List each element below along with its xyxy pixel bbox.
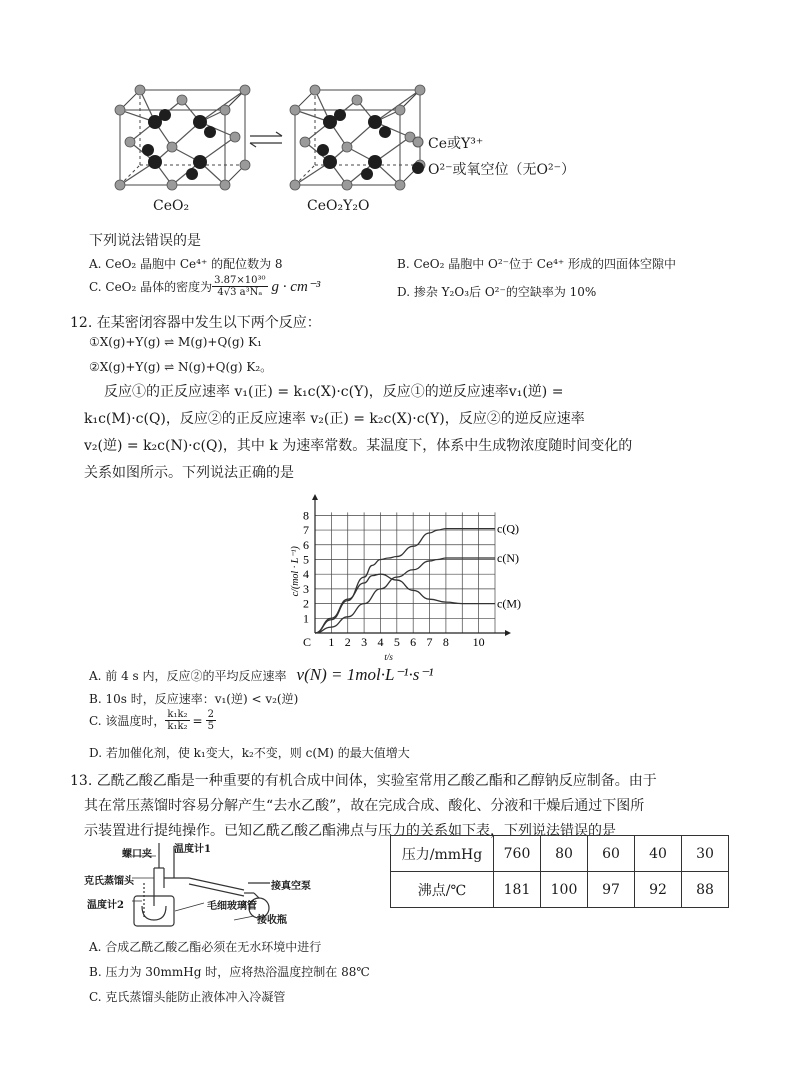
table-cell: 760: [494, 836, 541, 872]
q11-option-a: A. CeO₂ 晶胞中 Ce⁴⁺ 的配位数为 8: [89, 257, 283, 271]
table-cell: 沸点/℃: [391, 872, 494, 908]
x-tick-label: C: [302, 635, 312, 649]
q12-title: 12. 在某密闭容器中发生以下两个反应：: [70, 315, 321, 331]
label-claisen-head: 克氏蒸馏头: [84, 876, 134, 887]
series-line: [315, 529, 495, 633]
x-tick-label: 4: [377, 635, 384, 649]
x-tick-label: 10: [472, 635, 485, 649]
table-cell: 压力/mmHg: [391, 836, 494, 872]
q11-option-d: D. 掺杂 Y₂O₃后 O²⁻的空缺率为 10%: [397, 285, 597, 299]
k-ratio-numerator: k₁k₂: [167, 709, 188, 720]
label-capillary-tube: 毛细玻璃管: [207, 901, 257, 912]
black-atom-legend-icon: [412, 162, 424, 174]
reaction-1: ①X(g)+Y(g) ⇌ M(g)+Q(g) K₁: [89, 335, 262, 349]
label-thermometer2: 温度计2: [87, 900, 124, 911]
q13-option-c: C. 克氏蒸馏头能防止液体冲入冷凝管: [89, 990, 286, 1004]
x-tick-label: 8: [442, 635, 449, 649]
q13-line2: 其在常压蒸馏时容易分解产生“去水乙酸”，故在完成合成、酸化、分液和干燥后通过下图所: [84, 798, 645, 814]
rate-paragraph-line1: 反应①的正反应速率 v₁(正) = k₁c(X)·c(Y)，反应①的逆反应速率v₁(逆) =: [104, 384, 564, 400]
q12-c-prefix: C. 该温度时，: [89, 714, 166, 728]
q13-line1: 13. 乙酰乙酸乙酯是一种重要的有机合成中间体，实验室常用乙酸乙酯和乙醇钠反应制备。由于: [70, 773, 657, 789]
rate-paragraph-line3: v₂(逆) = k₂c(N)·c(Q)，其中 k 为速率常数。某温度下，体系中生成物浓度随时间变化的: [84, 438, 633, 454]
equilibrium-arrows: [250, 132, 282, 147]
q13-option-b: B. 压力为 30mmHg 时，应将热浴温度控制在 88℃: [89, 965, 370, 979]
label-ceo2: CeO₂: [153, 198, 190, 214]
rate-paragraph-line4: 关系如图所示。下列说法正确的是: [84, 465, 294, 481]
q12-a-formula: v(N) = 1mol·L⁻¹·s⁻¹: [296, 665, 434, 684]
legend-gray-text: Ce或Y³⁺: [428, 136, 484, 152]
table-cell: 60: [588, 836, 635, 872]
table-cell: 100: [541, 872, 588, 908]
x-tick-label: 5: [393, 635, 400, 649]
k-ratio-value-denominator: 5: [207, 721, 214, 732]
label-receiver-flask: 接收瓶: [257, 915, 287, 926]
q12-a-text: A. 前 4 s 内，反应②的平均反应速率: [89, 668, 287, 683]
series-line: [315, 558, 495, 633]
density-unit: g · cm⁻³: [271, 279, 321, 295]
k-ratio-value-numerator: 2: [207, 709, 214, 720]
y-axis-label: c/(mol · L⁻¹): [290, 546, 301, 597]
density-numerator: 3.87×10³⁰: [214, 275, 266, 286]
y-axis-arrow: [312, 494, 318, 500]
table-row: [391, 872, 729, 908]
q12-option-d: D. 若加催化剂，使 k₁变大，k₂不变，则 c(M) 的最大值增大: [89, 746, 410, 760]
y-tick-label: 2: [303, 596, 309, 611]
y-tick-label: 1: [303, 611, 309, 626]
label-vacuum-pump: 接真空泵: [271, 881, 311, 892]
table-cell: 80: [541, 836, 588, 872]
q12-option-c: [89, 709, 216, 732]
table-cell: 40: [635, 836, 682, 872]
y-tick-label: 7: [303, 523, 309, 538]
table-row: [391, 836, 729, 872]
x-tick-label: 7: [426, 635, 433, 649]
gray-atom-legend-icon: [413, 137, 423, 147]
label-ceo2y2o: CeO₂Y₂O: [307, 198, 370, 214]
k-ratio-denominator: k₁k₂: [167, 721, 188, 732]
ceo2-unit-cell: [115, 85, 250, 190]
y-tick-label: 3: [303, 581, 309, 596]
x-tick-label: 3: [361, 635, 368, 649]
y-tick-label: 5: [303, 552, 309, 567]
k-ratio-fraction: [165, 709, 189, 732]
label-thermometer1: 温度计1: [174, 844, 211, 855]
legend-black-text: O²⁻或氧空位（无O²⁻）: [428, 162, 575, 178]
x-tick-label: 6: [410, 635, 417, 649]
ceo2y2o-unit-cell: [290, 85, 425, 190]
density-fraction: [212, 275, 267, 298]
table-cell: 88: [682, 872, 729, 908]
concentration-time-chart: [290, 490, 540, 665]
table-cell: 92: [635, 872, 682, 908]
q13-line3: 示装置进行提纯操作。已知乙酰乙酸乙酯沸点与压力的关系如下表，下列说法错误的是: [84, 823, 616, 839]
q11-c-prefix: C. CeO₂ 晶体的密度为: [89, 280, 213, 294]
q11-option-c: [89, 275, 320, 298]
x-axis-label: t/s: [384, 652, 393, 662]
rate-paragraph-line2: k₁c(M)·c(Q)，反应②的正反应速率 v₂(正) = k₂c(X)·c(Y)，反应②的逆反应速率: [84, 411, 585, 427]
x-tick-label: 1: [328, 635, 335, 649]
q12-option-a: [89, 665, 433, 685]
q11-stem: 下列说法错误的是: [89, 233, 201, 249]
y-tick-label: 4: [303, 567, 309, 582]
table-cell: 181: [494, 872, 541, 908]
pressure-boiling-table: [390, 835, 729, 908]
k-ratio-value: [206, 709, 216, 732]
reaction-2: ②X(g)+Y(g) ⇌ N(g)+Q(g) K₂。: [89, 360, 273, 374]
series-label: c(M): [497, 596, 521, 611]
table-cell: 30: [682, 836, 729, 872]
density-denominator: 4√3 a³Nₐ: [217, 287, 263, 298]
table-cell: 97: [588, 872, 635, 908]
q12-option-b: B. 10s 时，反应速率：v₁(逆) < v₂(逆): [89, 692, 299, 706]
q13-option-a: A. 合成乙酰乙酸乙酯必须在无水环境中进行: [89, 940, 322, 954]
series-label: c(N): [497, 551, 519, 565]
k-ratio-equals: =: [192, 713, 203, 728]
q11-option-b: B. CeO₂ 晶胞中 O²⁻位于 Ce⁴⁺ 形成的四面体空隙中: [397, 257, 677, 271]
x-axis-arrow: [505, 630, 511, 636]
label-clamp: 螺口夹: [122, 849, 152, 860]
y-tick-label: 8: [303, 508, 309, 523]
series-label: c(Q): [497, 521, 519, 536]
y-tick-label: 6: [303, 537, 309, 552]
x-tick-label: 2: [344, 635, 351, 649]
